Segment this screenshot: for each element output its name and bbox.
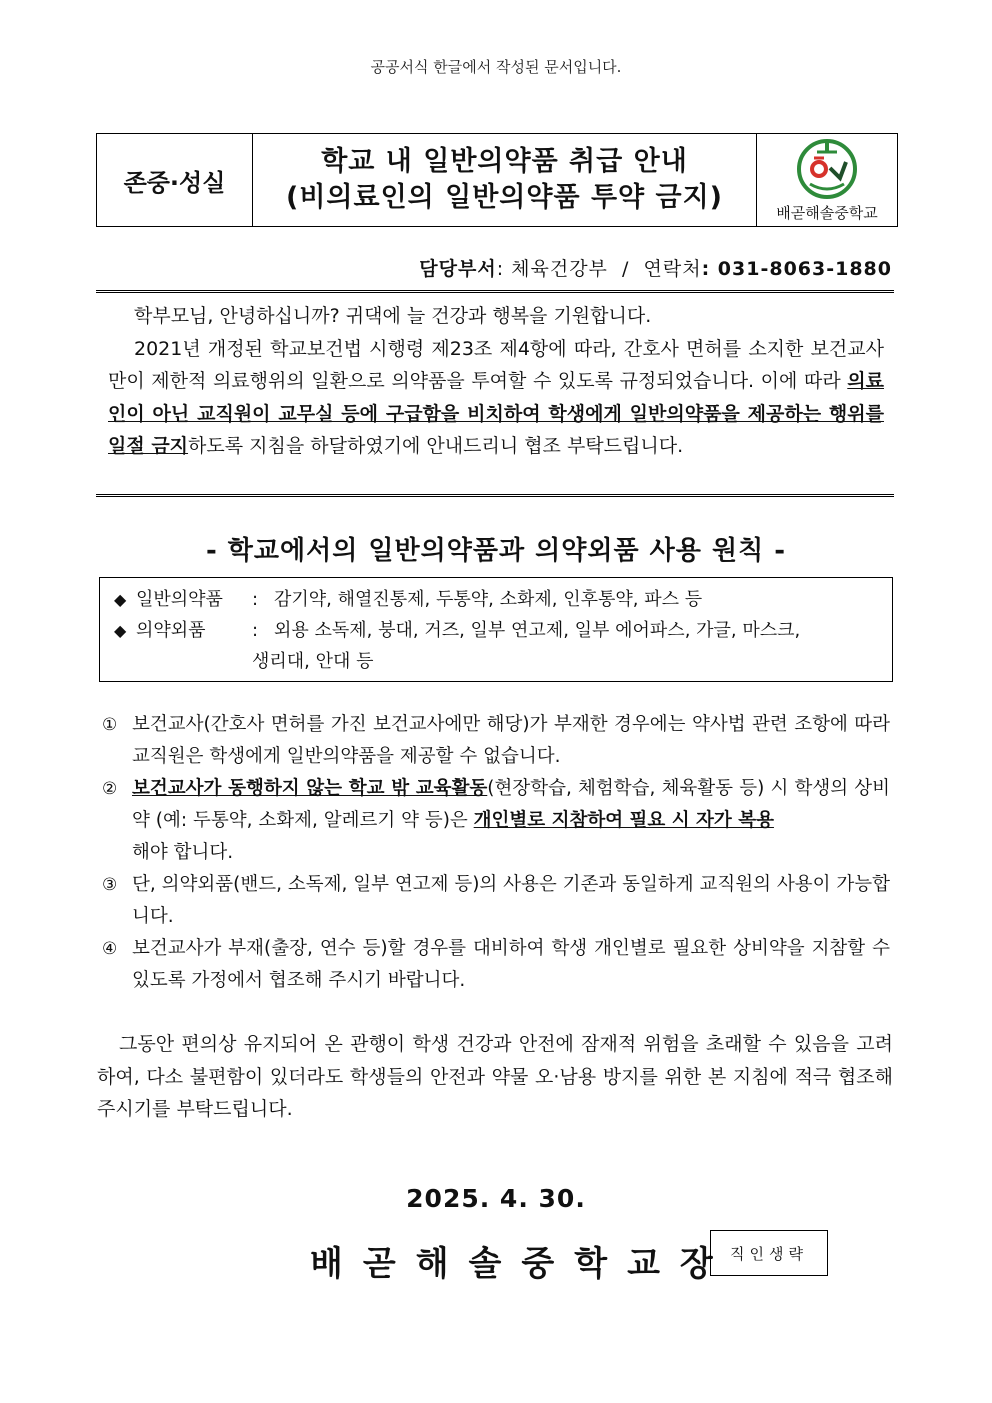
closing-paragraph (97, 1028, 893, 1126)
contact-line: 담당부서: 체육건강부 / 연락처: 031-8063-1880 (419, 258, 892, 280)
school-motto: 존중·성실 (97, 134, 253, 226)
logo-school-name: 배곧해솔중학교 (776, 204, 878, 222)
header-table (96, 133, 898, 227)
principles-box (99, 577, 893, 682)
phone-value: 031-8063-1880 (717, 258, 892, 280)
principal-signature: 배곧해솔중학교장 (310, 1244, 733, 1284)
dept-value: 체육건강부 (511, 258, 608, 280)
item-text (132, 773, 890, 869)
document-date: 2025. 4. 30. (406, 1184, 586, 1213)
item-text: 단, 의약외품(밴드, 소독제, 일부 연고제 등)의 사용은 기존과 동일하게 교직원의 사용이 가능합니다. (132, 874, 890, 927)
divider-top (96, 290, 894, 293)
phone-label: 연락처 (643, 258, 702, 280)
item-mid: (현장학습, 체험학습, 체육활동 등) 시 학생의 상비약 (예: 두통약, 소화제, 알레르기 약 등)은 (132, 778, 891, 831)
seal-omitted-box: 직인생략 (710, 1230, 828, 1276)
otc-items: 감기약, 해열진통제, 두통약, 소화제, 인후통약, 파스 등 (274, 589, 703, 610)
item-number: ③ (102, 875, 118, 895)
school-logo-icon (794, 138, 860, 200)
list-item (102, 773, 890, 869)
quasi-row: ◆ 의약외품 : 외용 소독제, 붕대, 거즈, 일부 연고제, 일부 에어파스, 가글, 마스크, (114, 615, 892, 646)
intro-body-part2: 하도록 지침을 하달하였기에 안내드리니 협조 부탁드립니다. (188, 435, 684, 457)
list-item (102, 709, 890, 773)
section-title: - 학교에서의 일반의약품과 의약외품 사용 원칙 - (205, 536, 787, 566)
item-number: ① (102, 715, 118, 735)
quasi-items-line1: 외용 소독제, 붕대, 거즈, 일부 연고제, 일부 에어파스, 가글, 마스크, (274, 620, 801, 641)
item-text: 보건교사가 부재(출장, 연수 등)할 경우를 대비하여 학생 개인별로 필요한 상비약을 지참할 수 있도록 가정에서 협조해 주시기 바랍니다. (132, 938, 890, 991)
diamond-icon: ◆ (114, 621, 127, 640)
title-line-2: (비의료인의 일반의약품 투약 금지) (285, 182, 724, 213)
item-emphasis-2: 개인별로 지참하여 필요 시 자가 복용 (473, 810, 774, 831)
title-line-1: 학교 내 일반의약품 취급 안내 (321, 146, 688, 177)
quasi-label: 의약외품 (136, 620, 206, 641)
diamond-icon: ◆ (114, 590, 127, 609)
intro-text (108, 300, 884, 463)
closing-text: 그동안 편의상 유지되어 온 관행이 학생 건강과 안전에 잠재적 위험을 초래할 수 있음을 고려하여, 다소 불편함이 있더라도 학생들의 안전과 약물 오·남용 방지를 위한 본 지침에 적극 협조해 주시기를 부탁드립니다. (97, 1033, 893, 1120)
intro-body (108, 333, 884, 463)
item-number: ② (102, 779, 118, 799)
item-text: 보건교사(간호사 면허를 가진 보건교사에만 해당)가 부재한 경우에는 약사법 관련 조항에 따라 교직원은 학생에게 일반의약품을 제공할 수 없습니다. (132, 714, 890, 767)
school-logo-cell (757, 134, 897, 226)
item-number: ④ (102, 939, 118, 959)
otc-label: 일반의약품 (136, 589, 223, 610)
list-item (102, 869, 890, 933)
divider-bottom (96, 494, 894, 497)
guideline-list (102, 709, 890, 997)
document-title (253, 134, 757, 226)
list-item (102, 933, 890, 997)
otc-row: ◆ 일반의약품 : 감기약, 해열진통제, 두통약, 소화제, 인후통약, 파스 등 (114, 584, 892, 615)
greeting: 학부모님, 안녕하십니까? 귀댁에 늘 건강과 행복을 기원합니다. (134, 305, 652, 327)
intro-body-part1: 2021년 개정된 학교보건법 시행령 제23조 제4항에 따라, 간호사 면허를 소지한 보건교사만이 제한적 의료행위의 일환으로 의약품을 투여할 수 있도록 규정되었습니다. 이에 따라 (108, 337, 884, 392)
quasi-items-line2: 생리대, 안대 등 (252, 651, 374, 672)
item-emphasis-1: 보건교사가 동행하지 않는 학교 밖 교육활동 (132, 778, 488, 799)
contact-separator: / (622, 258, 630, 280)
top-note: 공공서식 한글에서 작성된 문서입니다. (370, 58, 622, 76)
item-tail: 해야 합니다. (132, 842, 234, 863)
intro-emphasis: 의료인이 아닌 교직원이 교무실 등에 구급함을 비치하여 학생에게 일반의약품을 제공하는 행위를 일절 금지 (108, 370, 884, 457)
dept-label: 담당부서 (419, 258, 497, 280)
